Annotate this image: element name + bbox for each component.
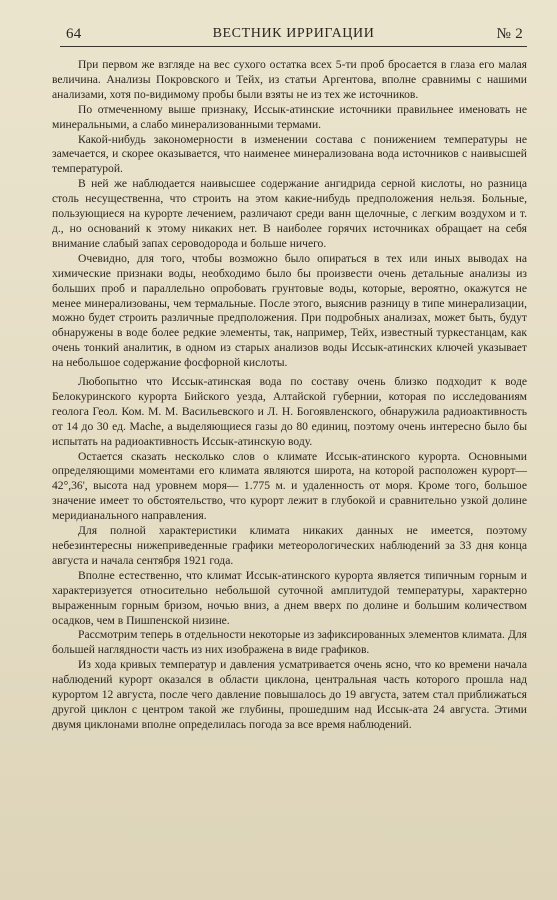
paragraph-climate-intro: Остается сказать несколько слов о климате Иссык-атинского курорта. Основными определяющими моментами его климата являются широта, на которой расположен курорт—42°,36', высота над уровнем моря— 1.775 м. и удаленность от моря. Кроме того, большое значение имеет то обстоятельство, что курорт лежит в глубокой и сравнительно узкой долине меридианального направления. xyxy=(52,449,527,523)
paragraph-belokurikha-comparison: Любопытно что Иссык-атинская вода по составу очень близко подходит к воде Белокуринского курорта Бийского уезда, Алтайской губернии, которая по исследованиям геолога Геол. Ком. М. М. Васильевского и Л. Н. Богоявленского, обнаружила радиоактивность от 14 до 30 ед. Mache, а выделяющиеся газы до 80 единиц, поэтому очень интересно было бы испытать на радиоактивность Иссык-атинскую воду. xyxy=(52,375,527,448)
paragraph-mountain-climate: Вполне естественно, что климат Иссык-атинского курорта является типичным горным и характеризуется относительно небольшой суточной амплитудой температуры, характерно выраженным горным бризом, ночью вниз, а днем вверх по долине и большим количеством осадков, чем в Пишпенской низине. xyxy=(52,568,527,627)
paragraph-meteorological-graphs: Для полной характеристики климата никаких данных не имеется, поэтому небезинтересны нижеприведенные графики метеорологических наблюдений за 33 дня конца августа и начала сентября 1921 года. xyxy=(52,524,527,567)
journal-title: ВЕСТНИК ИРРИГАЦИИ xyxy=(212,26,375,41)
article-body xyxy=(52,58,527,733)
issue-number: № 2 xyxy=(496,26,523,42)
paragraph-cyclones: Из хода кривых температур и давления усматривается очень ясно, что ко времени начала наблюдений курорт оказался в области циклона, центральная часть которого прошла над курортом 12 августа, после чего давление повышалось до 19 августа, затем стал приближаться другой циклон с центром такой же глубины, прошедшим над Иссык-ата 24 августа. Этими двумя циклонами вполне определилась погода за все время наблюдений. xyxy=(52,658,527,731)
paragraph-sulfuric-anhydride: В ней же наблюдается наивысшее содержание ангидрида серной кислоты, но разница столь несущественна, что строить на этом какие-нибудь предположения нельзя. Больные, пользующиеся на курорте лечением, различают среди ванн щелочные, с легким воздухом и т. д., но оснований к этому никаких нет. В наиболее горячих источниках обращает на себя внимание слабый запах сероводорода и больше ничего. xyxy=(52,177,527,250)
page-number: 64 xyxy=(66,26,82,42)
paragraph-weak-mineralization: По отмеченному выше признаку, Иссык-атинские источники правильнее именовать не минеральными, а слабо минерализованными термами. xyxy=(52,102,527,131)
paragraph-temperature-pattern: Какой-нибудь закономерности в изменении состава с понижением температуры не замечается, и скорее оказывается, что наименее минерализована вода источников с наивысшей температурой. xyxy=(52,132,527,176)
paragraph-detailed-analysis: Очевидно, для того, чтобы возможно было опираться в тех или иных выводах на химические признаки воды, необходимо было бы произвести очень детальные анализы из больших проб и параллельно опробовать грунтовые воды, которые, вероятно, окажутся не менее минерализованы, чем термальные. После этого, выяснив разницу в типе минерализации, можно будет строить различные предположения. При подробных анализах, может быть, будут обнаружены в воде более редкие элементы, так, например, Тейх, известный туркестанцам, как очень тонкий аналитик, в одном из старых анализов воды Иссык-атинских ключей указывает на небольшое содержание фосфорной кислоты. xyxy=(52,251,527,370)
page-header xyxy=(60,24,527,47)
paragraph-dry-residue: При первом же взгляде на вес сухого остатка всех 5-ти проб бросается в глаза его малая величина. Анализы Покровского и Тейх, из статьи Аргентова, вполне сравнимы с нашими анализами, хотя по-видимому пробы были взяты не из тех же источников. xyxy=(52,58,527,101)
paragraph-climate-elements: Рассмотрим теперь в отдельности некоторые из зафиксированных элементов климата. Для большей наглядности часть из них изображена в виде графиков. xyxy=(52,628,527,657)
